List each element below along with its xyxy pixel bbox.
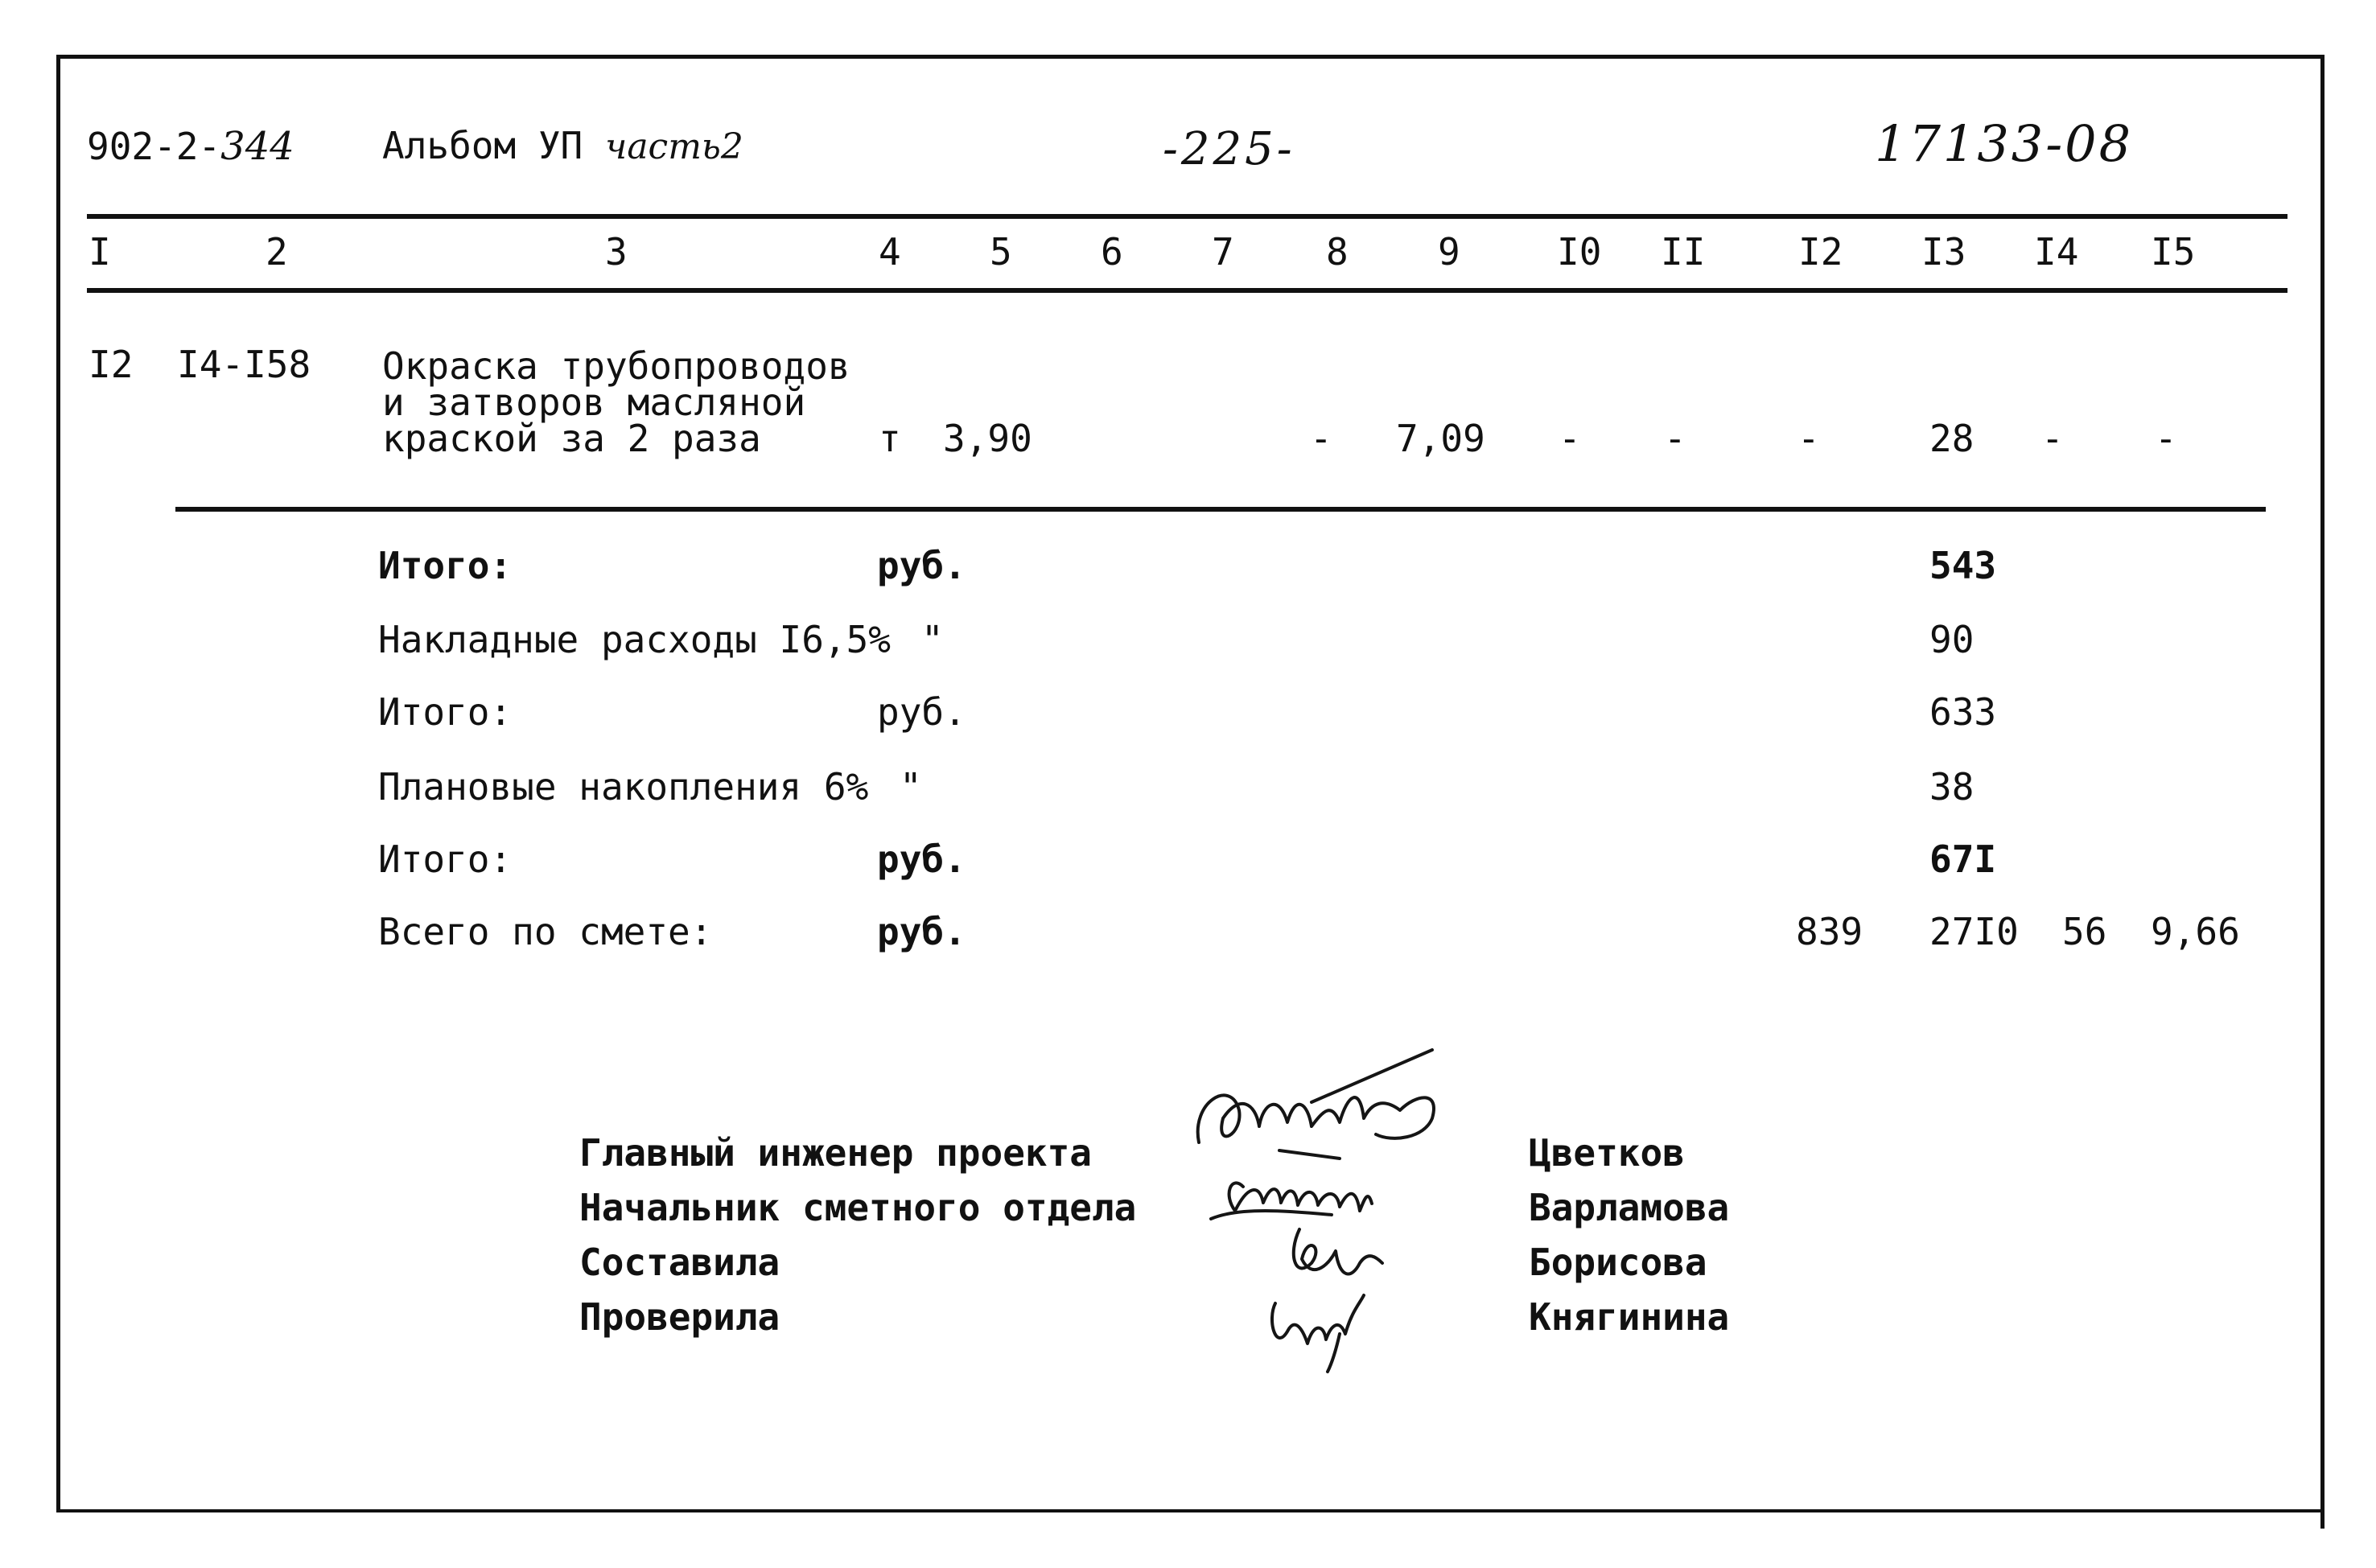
- summary-unit: ": [921, 618, 944, 661]
- item-unit: т: [879, 417, 901, 460]
- signature-mark-1: [1198, 1050, 1434, 1159]
- page-number: -225-: [1163, 123, 1295, 175]
- frame-right-border: [2320, 55, 2325, 1529]
- summary-col-13: 633: [1929, 690, 1997, 734]
- item-quantity: 3,90: [943, 417, 1032, 460]
- column-number: I3: [1921, 230, 1966, 274]
- frame-bottom-border: [56, 1509, 2324, 1512]
- summary-unit: руб.: [877, 544, 966, 587]
- doc-number-prefix: 902-2-: [87, 125, 221, 168]
- item-col-14: -: [2041, 417, 2064, 460]
- item-code: I4-I58: [177, 343, 311, 386]
- column-number: 8: [1326, 230, 1349, 274]
- column-number: 3: [605, 230, 628, 274]
- item-col-8: -: [1310, 417, 1332, 460]
- item-col-10: -: [1559, 417, 1581, 460]
- summary-unit: ": [900, 765, 922, 809]
- column-number: 4: [879, 230, 901, 274]
- handwritten-signatures: [1167, 1046, 1505, 1384]
- summary-col-14: 56: [2062, 910, 2107, 953]
- signature-name: Цветков: [1529, 1131, 1685, 1175]
- document-code: 17133-08: [1875, 114, 2134, 173]
- summary-label: Плановые накопления 6%: [378, 765, 869, 809]
- summary-unit: руб.: [877, 690, 966, 734]
- column-number: I: [89, 230, 111, 274]
- summary-col-13: 90: [1929, 618, 1975, 661]
- album-label: Альбом УП: [382, 124, 583, 167]
- column-number: I4: [2034, 230, 2079, 274]
- column-number: 2: [266, 230, 288, 274]
- album-title: [382, 124, 743, 167]
- table-rule-summary: [175, 507, 2266, 512]
- summary-label: Накладные расходы I6,5%: [378, 618, 891, 661]
- summary-unit: руб.: [877, 910, 966, 953]
- signature-mark-2: [1211, 1183, 1372, 1219]
- album-part-handwritten: часть2: [604, 126, 743, 167]
- summary-label: Итого:: [378, 838, 513, 881]
- signature-name: Борисова: [1529, 1241, 1707, 1284]
- item-col-13: 28: [1929, 417, 1975, 460]
- signature-role: Главный инженер проекта: [579, 1131, 1092, 1175]
- summary-label: Итого:: [378, 690, 513, 734]
- column-number: I2: [1798, 230, 1843, 274]
- signature-role: Составила: [579, 1241, 780, 1284]
- column-number: 6: [1101, 230, 1123, 274]
- summary-col-13: 543: [1929, 544, 1997, 587]
- summary-col-12: 839: [1796, 910, 1863, 953]
- signature-role: Проверила: [579, 1295, 780, 1339]
- item-col-9: 7,09: [1396, 417, 1485, 460]
- doc-number-handwritten: 344: [220, 124, 294, 169]
- column-number: I0: [1557, 230, 1602, 274]
- column-number: 7: [1212, 230, 1234, 274]
- item-description-line: Окраска трубопроводов: [382, 344, 850, 388]
- column-number: I5: [2151, 230, 2196, 274]
- column-number: II: [1661, 230, 1706, 274]
- signature-name: Варламова: [1529, 1186, 1730, 1229]
- summary-label: Итого:: [378, 544, 513, 587]
- column-number: 5: [990, 230, 1012, 274]
- frame-top-border: [56, 55, 2324, 59]
- item-col-11: -: [1664, 417, 1686, 460]
- header-rule-top: [87, 214, 2287, 219]
- column-number: 9: [1438, 230, 1460, 274]
- frame-left-border: [56, 55, 60, 1512]
- item-description-line: краской за 2 раза: [382, 417, 761, 460]
- item-number: I2: [89, 343, 134, 386]
- item-description-line: и затворов масляной: [382, 381, 806, 424]
- header-rule-bottom: [87, 288, 2287, 293]
- summary-col-13: 67I: [1929, 838, 1997, 881]
- summary-unit: руб.: [877, 838, 966, 881]
- summary-col-13: 27I0: [1929, 910, 2019, 953]
- summary-col-15: 9,66: [2151, 910, 2240, 953]
- signature-mark-3: [1294, 1229, 1382, 1274]
- doc-number: [87, 124, 294, 169]
- signature-mark-4: [1272, 1295, 1364, 1372]
- summary-label: Всего по смете:: [378, 910, 713, 953]
- summary-col-13: 38: [1929, 765, 1975, 809]
- item-col-12: -: [1797, 417, 1820, 460]
- signature-name: Княгинина: [1529, 1295, 1730, 1339]
- item-col-15: -: [2155, 417, 2177, 460]
- signature-role: Начальник сметного отдела: [579, 1186, 1137, 1229]
